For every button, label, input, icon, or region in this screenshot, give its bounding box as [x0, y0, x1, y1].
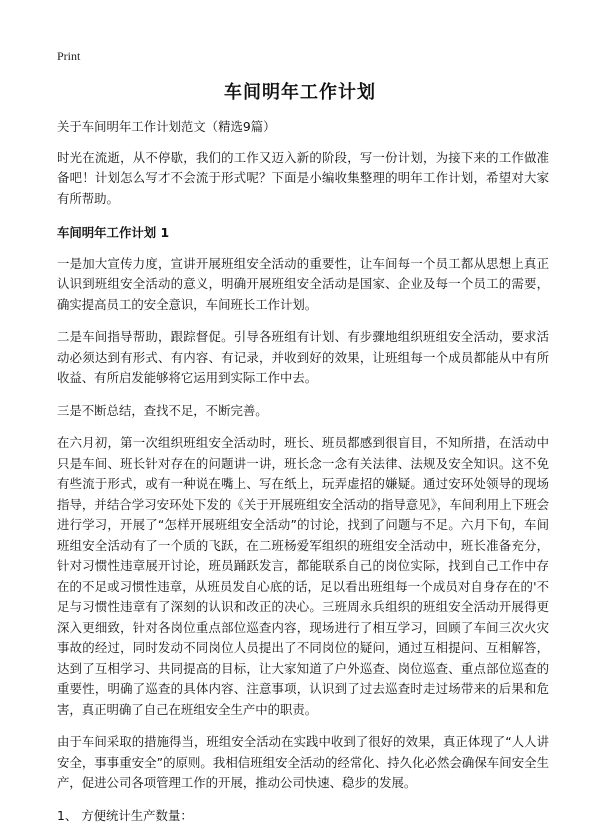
paragraph-3: 三是不断总结，查找不足，不断完善。	[57, 402, 268, 418]
print-label[interactable]: Print	[57, 49, 81, 63]
section-heading: 车间明年工作计划 1	[57, 225, 170, 240]
document-body	[57, 117, 549, 838]
paragraph-1: 一是加大宣传力度，宣讲开展班组安全活动的重要性，让车间每一个员工都从思想上真正认识到班组安全活动的意义，明确开展班组安全活动是国家、企业及每一个员工的需要，确实提高员工的安全意识，车间班长工作计划。	[57, 255, 549, 312]
paragraph-5: 由于车间采取的措施得当，班组安全活动在实践中收到了很好的效果，真正体现了“人人讲安全，事事重安全”的原则。我相信班组安全活动的经常化、持久化必然会确保车间安全生产，促进公司各项管理工作的开展，推动公司快速、稳步的发展。	[57, 734, 549, 790]
paragraph-2: 二是车间指导帮助，跟踪督促。引导各班组有计划、有步骤地组织班组安全活动，要求活动必须达到有形式、有内容、有记录，并收到好的效果，让班组每一个成员都能从中有所收益、有所启发能够将它运用到实际工作中去。	[57, 329, 549, 385]
list-item: 1、 方便统计生产数量：	[57, 807, 193, 823]
document-title: 车间明年工作计划	[224, 82, 376, 103]
document-subtitle: 关于车间明年工作计划范文（精选9篇）	[57, 119, 276, 134]
paragraph-4: 在六月初，第一次组织班组安全活动时，班长、班员都感到很盲目，不知所措，在活动中只是车间、班长针对存在的问题讲一讲，班长念一念有关法律、法规及安全知识。这不免有些流于形式，或有一种说在嘴上、写在纸上，玩弄虚招的嫌疑。通过安环处领导的现场指导，并结合学习安环处下发的《关于开展班组安全活动的指导意见》，车间利用上下班会进行学习，开展了“怎样开展班组安全活动”的讨论，找到了问题与不足。六月下旬，车间班组安全活动有了一个质的飞跃，在二班杨爱军组织的班组安全活动中，班长准备充分，针对习惯性违章展开讨论，班员踊跃发言，都能联系自己的岗位实际，找到自己工作中存在的不足或习惯性违章，从班员发自心底的话，足以看出班组每一个成员对自身存在的'不足与习惯性违章有了深刻的认识和改正的决心。三班周永兵组织的班组安全活动开展得更深入更细致，针对各岗位重点部位巡查内容，现场进行了相互学习，回顾了车间三次火灾事故的经过，同时发动不同岗位人员提出了不同岗位的疑问，通过互相提问、互相解答，达到了互相学习、共同提高的目标，让大家知道了户外巡查、岗位巡查、重点部位巡查的重要性，明确了巡查的具体内容、注意事项，认识到了过去巡查时走过场带来的后果和危害，真正明确了自己在班组安全生产中的职责。	[57, 435, 549, 717]
intro-paragraph: 时光在流逝，从不停歇，我们的工作又迈入新的阶段，写一份计划，为接下来的工作做准备吧！计划怎么写才不会流于形式呢？下面是小编收集整理的明年工作计划，希望对大家有所帮助。	[57, 149, 549, 206]
